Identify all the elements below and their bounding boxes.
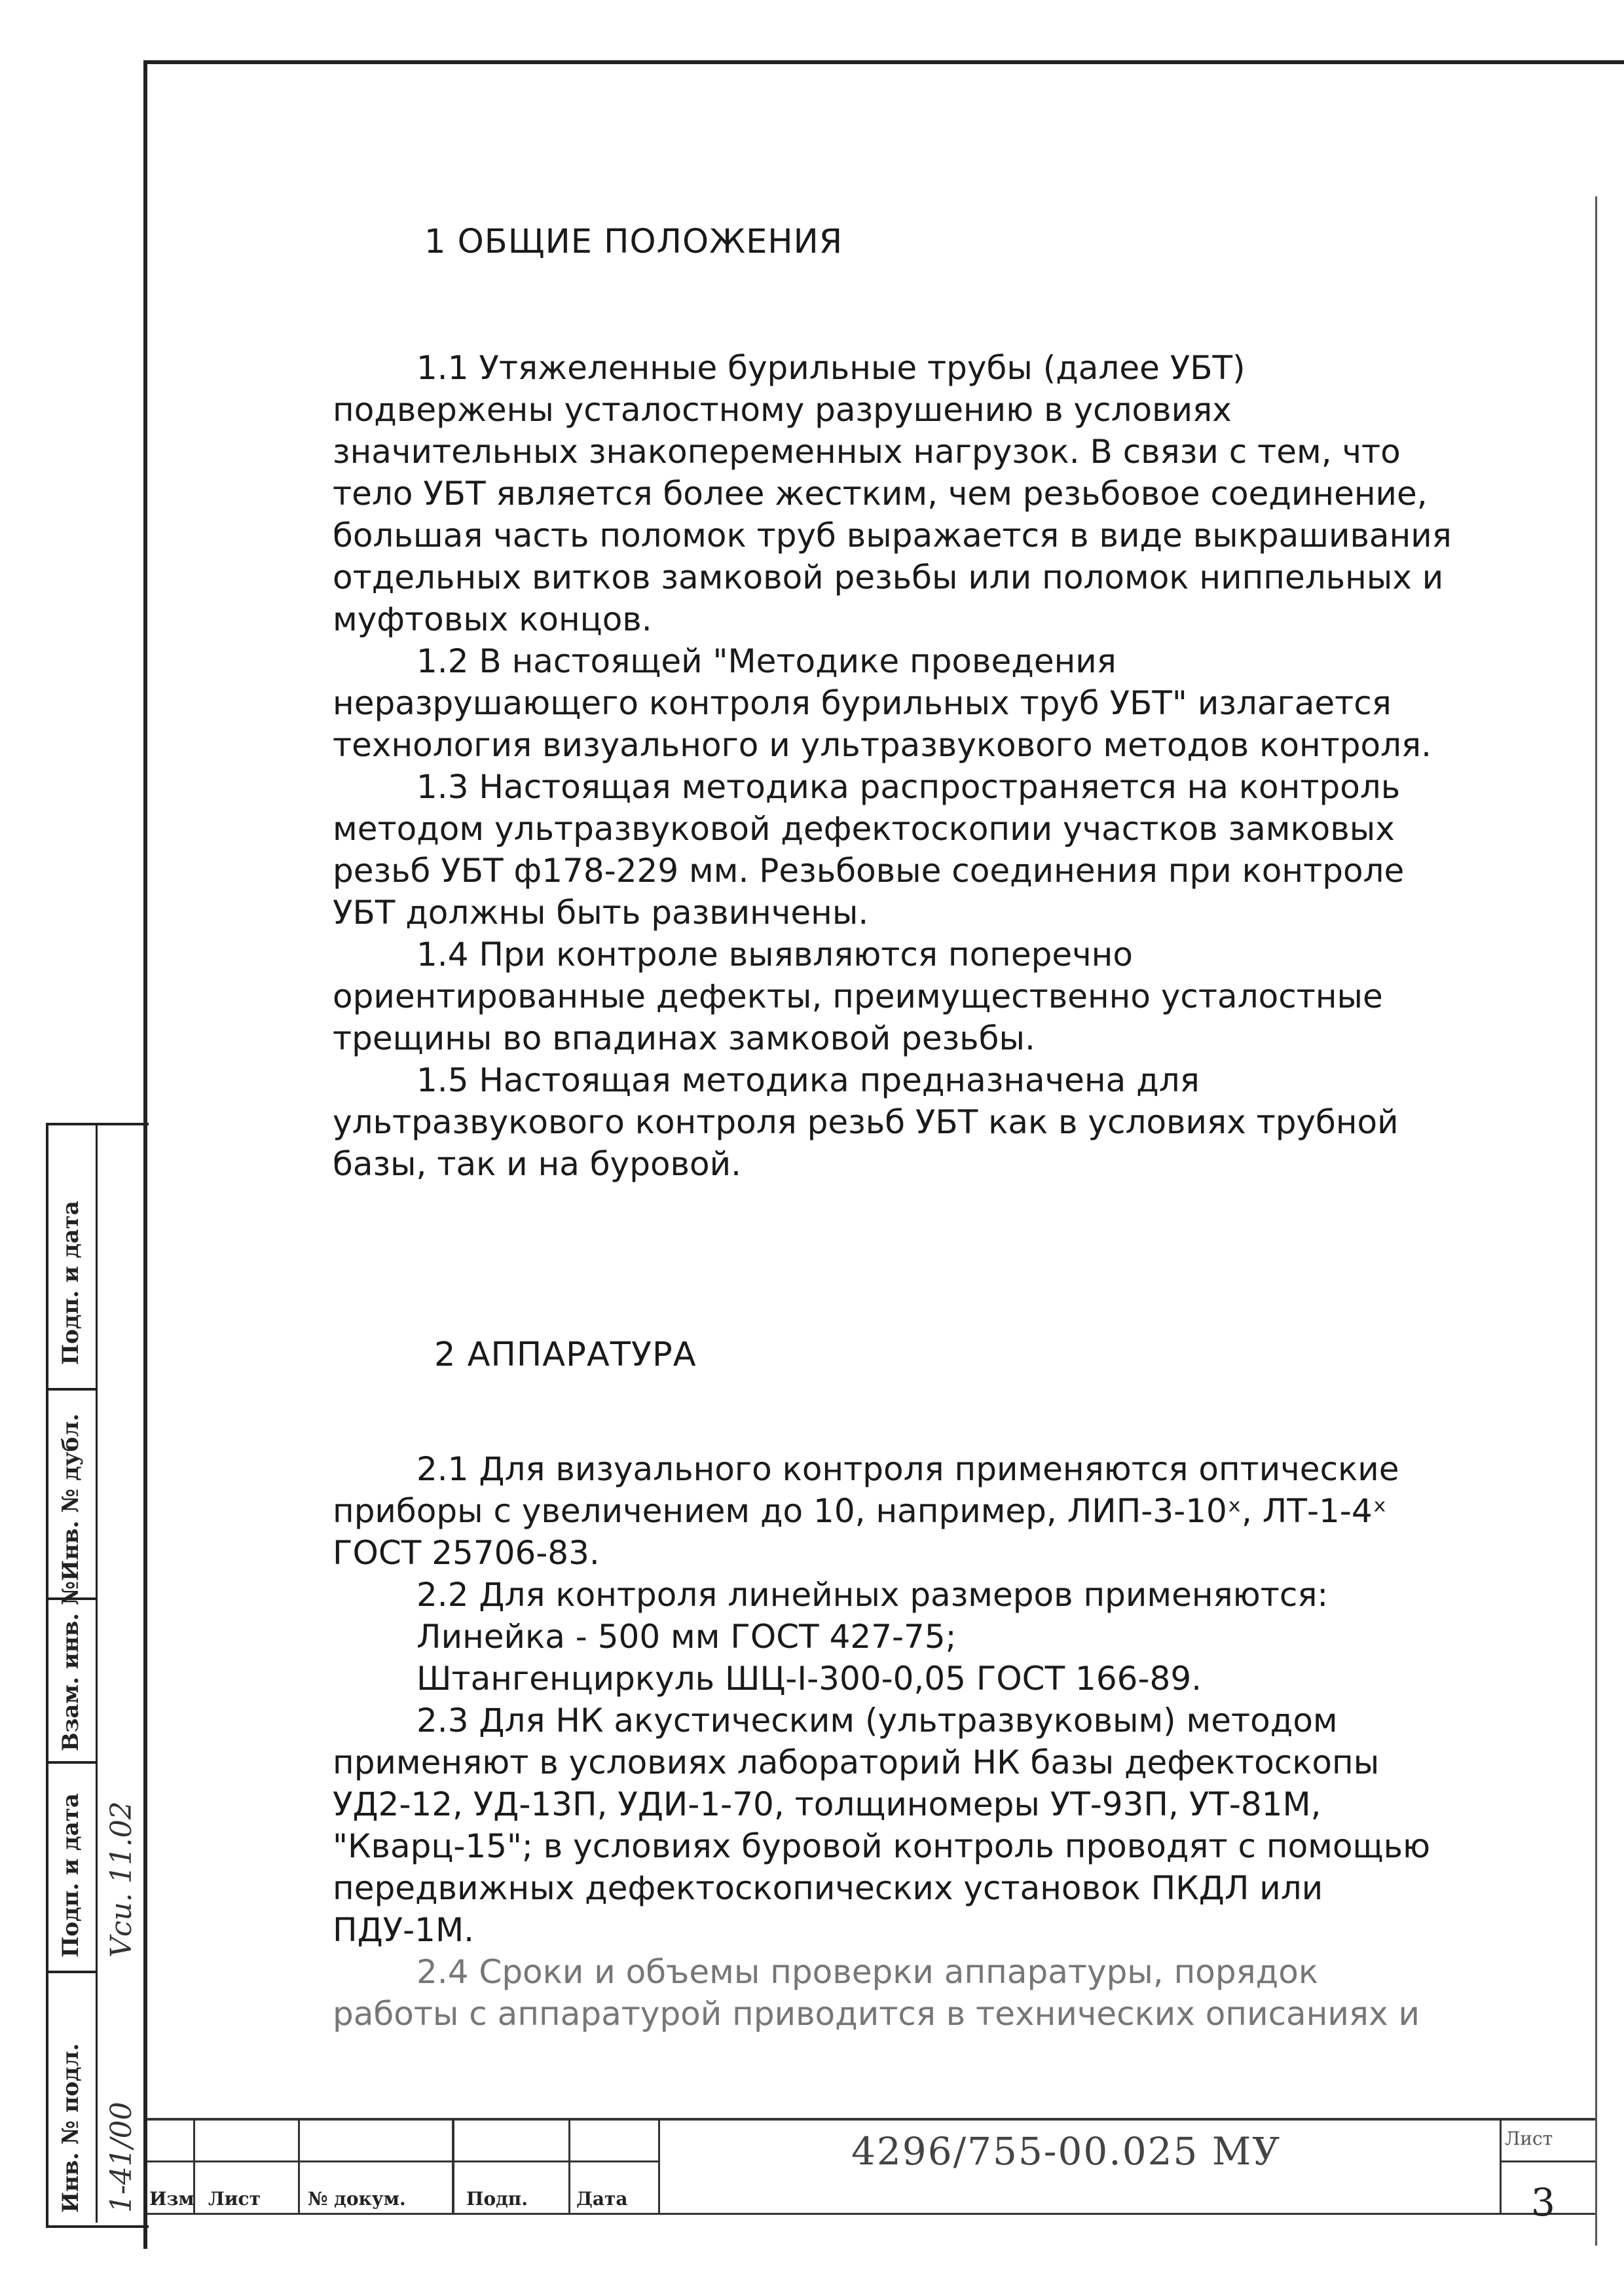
paragraph-line: 1.5 Настоящая методика предназначена для xyxy=(416,1061,1200,1099)
paragraph-line: технология визуального и ультразвукового методов контроля. xyxy=(333,726,1432,764)
paragraph-line: ориентированные дефекты, преимущественно усталостные xyxy=(333,977,1383,1015)
paragraph-line: значительных знакопеременных нагрузок. В связи с тем, что xyxy=(333,433,1401,471)
page-frame-top xyxy=(145,60,1624,64)
stamp-label-sign-date-2: Подп. и дата xyxy=(58,1793,84,1958)
title-block-header-signature: Подп. xyxy=(466,2188,528,2210)
paragraph-line: ГОСТ 25706-83. xyxy=(333,1534,600,1572)
sheet-label: Лист xyxy=(1505,2128,1553,2149)
paragraph-line: 1.2 В настоящей "Методике проведения xyxy=(416,642,1116,680)
paragraph-1-2 xyxy=(333,640,1459,766)
paragraph-1-5 xyxy=(333,1059,1459,1185)
paragraph-line: 2.1 Для визуального контроля применяются оптические xyxy=(416,1450,1399,1488)
stamp-cell-divider xyxy=(46,1971,96,1973)
title-block-bottom-line xyxy=(147,2213,1595,2215)
paragraph-1-4 xyxy=(333,934,1459,1059)
paragraph-line: тело УБТ является более жестким, чем резьбовое соединение, xyxy=(333,475,1428,513)
paragraph-line: 2.3 Для НК акустическим (ультразвуковым) методом xyxy=(416,1702,1338,1740)
paragraph-2-1 xyxy=(333,1448,1459,1574)
page-number: 3 xyxy=(1531,2180,1555,2225)
section-2-heading: 2 АППАРАТУРА xyxy=(434,1336,697,1374)
paragraph-line: 2.2 Для контроля линейных размеров применяются: xyxy=(416,1576,1329,1614)
title-block-sheet-line xyxy=(1500,2160,1595,2162)
paragraph-line: 1.1 Утяжеленные бурильные трубы (далее УБТ) xyxy=(416,349,1246,387)
stamp-label-replace-inv: Взам. инв. № xyxy=(58,1580,84,1751)
title-block-col-line xyxy=(452,2118,454,2213)
title-block-top-line xyxy=(147,2118,1595,2121)
paragraph-line: ультразвукового контроля резьб УБТ как в условиях трубной xyxy=(333,1103,1399,1141)
paragraph-line: передвижных дефектоскопических установок ПКДЛ или xyxy=(333,1869,1323,1907)
paragraph-line: муфтовых концов. xyxy=(333,600,652,638)
paragraph-line: 2.4 Сроки и объемы проверки аппаратуры, порядок xyxy=(416,1953,1319,1991)
title-block-col-line xyxy=(1500,2118,1502,2213)
paragraph-line: УБТ должны быть развинчены. xyxy=(333,894,869,932)
paragraph-line: трещины во впадинах замковой резьбы. xyxy=(333,1019,1035,1057)
paragraph-line: работы с аппаратурой приводится в технических описаниях и xyxy=(333,1995,1420,2033)
paragraph-2-3 xyxy=(333,1700,1459,1951)
paragraph-line: приборы с увеличением до 10, например, ЛИП-3-10ˣ, ЛТ-1-4ˣ xyxy=(333,1492,1387,1530)
stamp-cell-divider xyxy=(46,1388,96,1391)
title-block-col-line xyxy=(568,2118,570,2213)
paragraph-line: применяют в условиях лабораторий НК базы дефектоскопы xyxy=(333,1743,1380,1781)
paragraph-line: базы, так и на буровой. xyxy=(333,1145,741,1183)
title-block-header-doc-no: № докум. xyxy=(308,2188,406,2210)
paragraph-line: неразрушающего контроля бурильных труб УБТ" излагается xyxy=(333,684,1392,722)
paragraph-line: большая часть поломок труб выражается в виде выкрашивания xyxy=(333,517,1452,555)
title-block-row-line xyxy=(147,2160,658,2162)
stamp-label-dup-inv: Инв. № дубл. xyxy=(58,1413,84,1581)
page-frame-right xyxy=(1595,196,1597,2246)
title-block-col-line xyxy=(298,2118,300,2213)
paragraph-2-2 xyxy=(333,1574,1459,1700)
paragraph-line: "Кварц-15"; в условиях буровой контроль проводят с помощью xyxy=(333,1827,1431,1865)
paragraph-line: подвержены усталостному разрушению в условиях xyxy=(333,391,1232,429)
stamp-handwritten-sign: Vcu. 11.02 xyxy=(105,1801,138,1958)
stamp-cell-divider xyxy=(46,1761,96,1764)
paragraph-1-1 xyxy=(333,347,1459,640)
title-block-header-date: Дата xyxy=(576,2188,628,2210)
paragraph-line: Штангенциркуль ШЦ-I-300-0,05 ГОСТ 166-89. xyxy=(416,1660,1202,1698)
paragraph-line: 1.4 При контроле выявляются поперечно xyxy=(416,936,1133,974)
paragraph-line: УД2-12, УД-13П, УДИ-1-70, толщиномеры УТ-93П, УТ-81М, xyxy=(333,1785,1321,1823)
paragraph-2-4 xyxy=(333,1951,1459,2035)
paragraph-line: методом ультразвуковой дефектоскопии участков замковых xyxy=(333,810,1395,848)
section-1-heading: 1 ОБЩИЕ ПОЛОЖЕНИЯ xyxy=(424,223,843,261)
paragraph-line: Линейка - 500 мм ГОСТ 427-75; xyxy=(416,1618,957,1656)
paragraph-line: резьб УБТ ф178-229 мм. Резьбовые соединения при контроле xyxy=(333,852,1405,890)
title-block-header-change: Изм xyxy=(149,2188,194,2210)
paragraph-line: отдельных витков замковой резьбы или поломок ниппельных и xyxy=(333,558,1444,596)
paragraph-1-3 xyxy=(333,766,1459,934)
title-block-col-line xyxy=(658,2118,660,2213)
document-code: 4296/755-00.025 МУ xyxy=(851,2129,1282,2174)
stamp-label-sign-date-1: Подп. и дата xyxy=(58,1201,84,1365)
stamp-handwritten-inv: 1-41/00 xyxy=(105,2102,138,2213)
paragraph-line: 1.3 Настоящая методика распространяется на контроль xyxy=(416,768,1401,806)
title-block-header-sheet: Лист xyxy=(208,2188,261,2210)
paragraph-line: ПДУ-1М. xyxy=(333,1911,475,1949)
stamp-label-orig-inv: Инв. № подл. xyxy=(58,2043,84,2213)
